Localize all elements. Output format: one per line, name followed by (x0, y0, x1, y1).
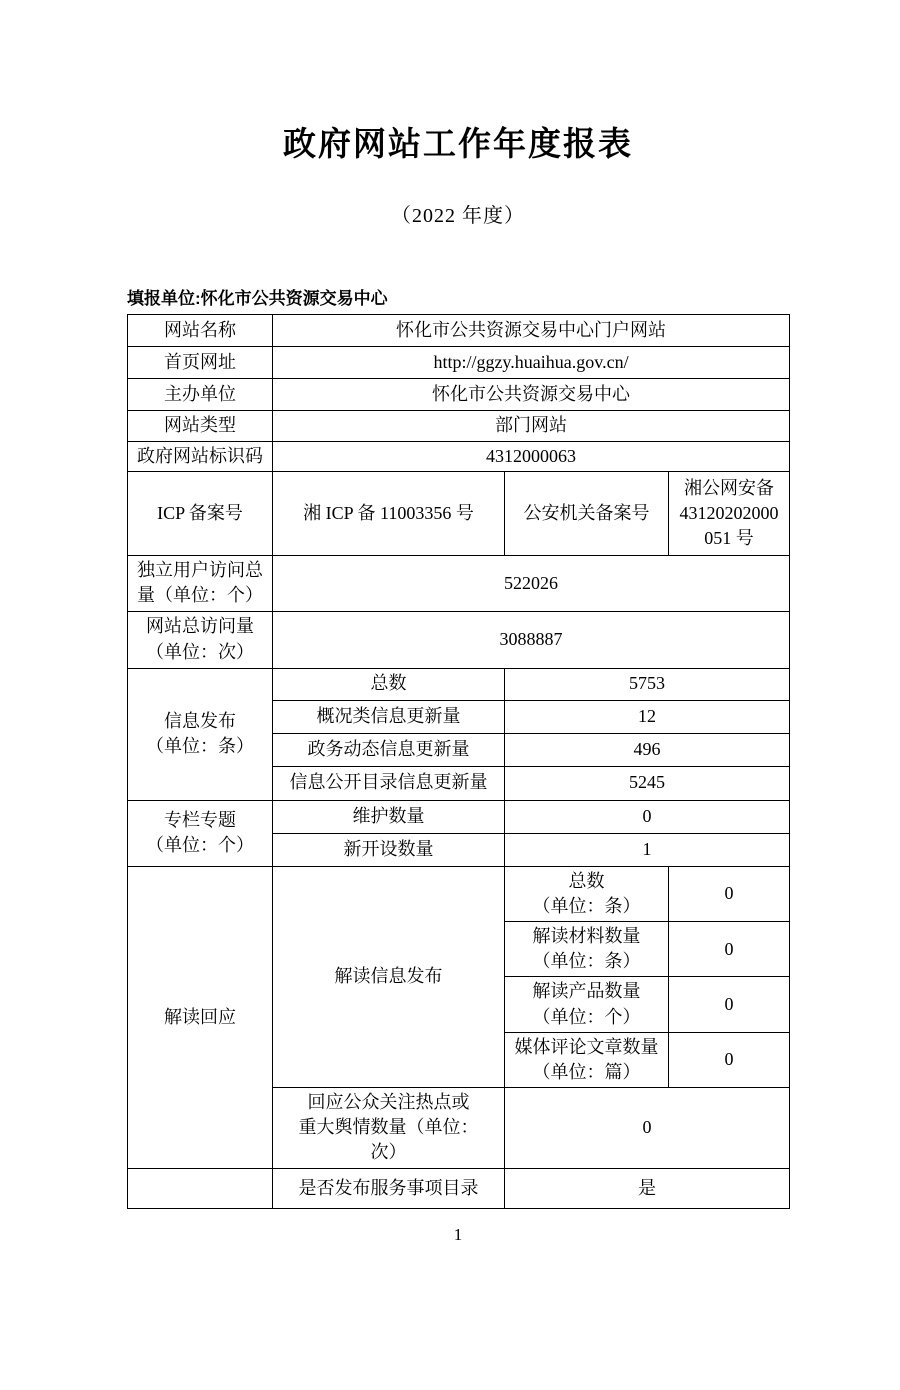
host-unit-label: 主办单位 (128, 379, 273, 411)
interp-materials-value: 0 (669, 921, 790, 976)
info-total-label: 总数 (273, 668, 505, 700)
police-record-label: 公安机关备案号 (505, 472, 669, 556)
service-section-empty-cell (128, 1168, 273, 1208)
homepage-url-label: 首页网址 (128, 347, 273, 379)
unique-visitors-label: 独立用户访问总量（单位：个） (128, 556, 273, 611)
info-disclosure-label: 信息公开目录信息更新量 (273, 766, 505, 800)
reporting-unit-line (127, 284, 789, 309)
row-total-visits (128, 611, 790, 668)
row-interp-total (128, 866, 790, 921)
row-website-name (128, 315, 790, 347)
report-year: （2022 年度） (391, 205, 525, 227)
icp-value: 湘 ICP 备 11003356 号 (273, 472, 505, 556)
row-service-catalog (128, 1168, 790, 1208)
interp-total-label: 总数 （单位：条） (505, 866, 669, 921)
interp-total-value: 0 (669, 866, 790, 921)
interp-products-label: 解读产品数量 （单位：个） (505, 977, 669, 1032)
columns-new-label: 新开设数量 (273, 833, 505, 866)
info-publish-label: 信息发布 （单位：条） (128, 668, 273, 800)
report-page (127, 118, 789, 1245)
info-gov-news-value: 496 (505, 733, 790, 766)
info-total-value: 5753 (505, 668, 790, 700)
website-name-value: 怀化市公共资源交易中心门户网站 (273, 315, 790, 347)
website-type-value: 部门网站 (273, 411, 790, 442)
columns-maintained-value: 0 (505, 800, 790, 833)
interpretation-label: 解读回应 (128, 866, 273, 1168)
row-homepage-url (128, 347, 790, 379)
special-columns-label: 专栏专题 （单位：个） (128, 800, 273, 866)
row-website-type (128, 411, 790, 442)
site-id-code-label: 政府网站标识码 (128, 442, 273, 472)
police-record-line: 43120202000 (679, 503, 779, 524)
interp-media-label: 媒体评论文章数量 （单位：篇） (505, 1032, 669, 1087)
info-overview-value: 12 (505, 700, 790, 733)
page-title: 政府网站工作年度报表 (283, 125, 633, 162)
info-disclosure-value: 5245 (505, 766, 790, 800)
row-site-id-code (128, 442, 790, 472)
row-info-publish-total (128, 668, 790, 700)
interp-materials-label: 解读材料数量 （单位：条） (505, 921, 669, 976)
service-catalog-value: 是 (505, 1168, 790, 1208)
hotspot-response-value: 0 (505, 1088, 790, 1169)
hotspot-response-label: 回应公众关注热点或 重大舆情数量（单位： 次） (273, 1088, 505, 1169)
total-visits-label: 网站总访问量 （单位：次） (128, 611, 273, 668)
annual-report-table (127, 314, 790, 1209)
service-catalog-label: 是否发布服务事项目录 (273, 1168, 505, 1208)
reporting-unit-label: 填报单位: (127, 289, 201, 308)
police-record-line: 湘公网安备 (684, 477, 775, 498)
website-name-label: 网站名称 (128, 315, 273, 347)
interp-publish-label: 解读信息发布 (273, 866, 505, 1088)
unique-visitors-value: 522026 (273, 556, 790, 611)
icp-label: ICP 备案号 (128, 472, 273, 556)
reporting-unit-value: 怀化市公共资源交易中心 (200, 289, 388, 308)
info-gov-news-label: 政务动态信息更新量 (273, 733, 505, 766)
host-unit-value: 怀化市公共资源交易中心 (273, 379, 790, 411)
row-columns-maintained (128, 800, 790, 833)
interp-media-value: 0 (669, 1032, 790, 1087)
site-id-code-value: 4312000063 (273, 442, 790, 472)
total-visits-value: 3088887 (273, 611, 790, 668)
page-number: 1 (453, 1224, 463, 1244)
police-record-value (669, 472, 790, 556)
homepage-url-value: http://ggzy.huaihua.gov.cn/ (273, 347, 790, 379)
row-icp (128, 472, 790, 556)
columns-new-value: 1 (505, 833, 790, 866)
row-host-unit (128, 379, 790, 411)
row-unique-visitors (128, 556, 790, 611)
interp-products-value: 0 (669, 977, 790, 1032)
columns-maintained-label: 维护数量 (273, 800, 505, 833)
website-type-label: 网站类型 (128, 411, 273, 442)
info-overview-label: 概况类信息更新量 (273, 700, 505, 733)
police-record-line: 051 号 (704, 528, 754, 549)
